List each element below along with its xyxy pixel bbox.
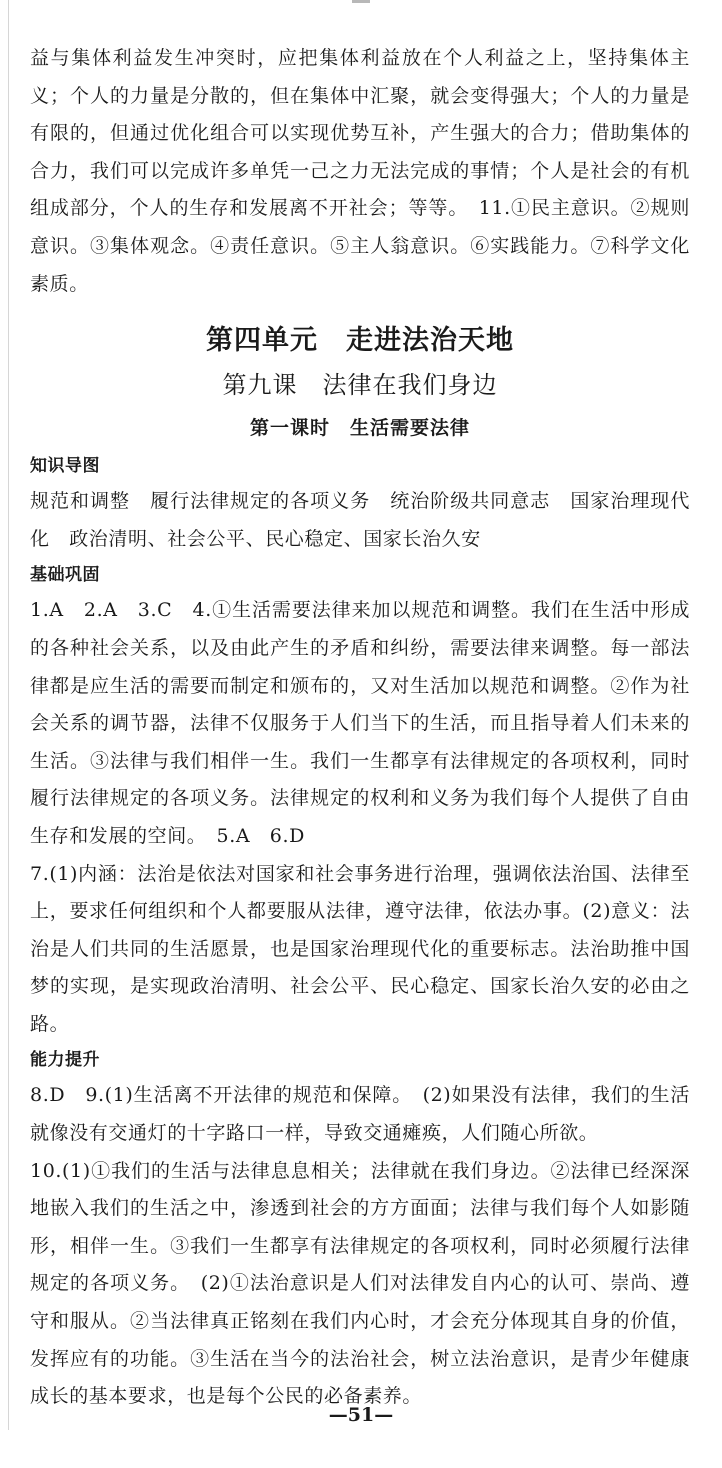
knowledge-map-text: 规范和调整 履行法律规定的各项义务 统治阶级共同意志 国家治理现代化 政治清明、社会公平、民心稳定、国家长治久安 xyxy=(30,490,690,550)
basic-heading: 基础巩固 xyxy=(30,565,100,586)
ability-answers-q10: 10.(1)①我们的生活与法律息息相关；法律就在我们身边。②法律已经深深地嵌入我们的生活之中，渗透到社会的方方面面；法律与我们每个人如影随形，相伴一生。③我们一生都享有法律规定的各项权利，同时必须履行法律规定的各项义务。 (2)①法治意识是人们对法律发自内心的认可、崇尚、遵守和服从。②当法律真正铭刻在我们内心时，才会充分体现其自身的价值，发挥应有的功能。③生活在当今的法治社会，树立法治意识，是青少年健康成长的基本要求，也是每个公民的必备素养。 xyxy=(30,1159,690,1408)
left-margin-rule xyxy=(8,0,9,1430)
intro-paragraph: 益与集体利益发生冲突时，应把集体利益放在个人利益之上，坚持集体主义；个人的力量是分散的，但在集体中汇聚，就会变得强大；个人的力量是有限的，但通过优化组合可以实现优势互补，产生强大的合力；借助集体的合力，我们可以完成许多单凭一己之力无法完成的事情；个人是社会的有机组成部分，个人的生存和发展离不开社会；等等。 11.①民主意识。②规则意识。③集体观念。④责任意识。⑤主人翁意识。⑥实践能力。⑦科学文化素质。 xyxy=(30,47,690,295)
ability-heading: 能力提升 xyxy=(30,1050,100,1071)
answer-content xyxy=(30,40,690,1416)
lesson-title: 第九课 法律在我们身边 xyxy=(222,371,498,400)
knowledge-map-heading: 知识导图 xyxy=(30,456,100,477)
ability-answers: 8.D 9.(1)生活离不开法律的规范和保障。 (2)如果没有法律，我们的生活就像没有交通灯的十字路口一样，导致交通瘫痪，人们随心所欲。 xyxy=(30,1084,690,1145)
period-title: 第一课时 生活需要法律 xyxy=(249,417,470,440)
basic-answers-q7: 7.(1)内涵：法治是依法对国家和社会事务进行治理，强调依法治国、法律至上，要求任何组织和个人都要服从法律，遵守法律，依法办事。(2)意义：法治是人们共同的生活愿景，也是国家治理现代化的重要标志。法治助推中国梦的实现，是实现政治清明、社会公平、民心稳定、国家长治久安的必由之路。 xyxy=(30,862,690,1035)
unit-title: 第四单元 走进法治天地 xyxy=(206,325,514,357)
page-number: —51— xyxy=(328,1404,394,1426)
basic-answers: 1.A 2.A 3.C 4.①生活需要法律来加以规范和调整。我们在生活中形成的各种社会关系，以及由此产生的矛盾和纠纷，需要法律来调整。每一部法律都是应生活的需要而制定和颁布的，又对生活加以规范和调整。②作为社会关系的调节器，法律不仅服务于人们当下的生活，而且指导着人们未来的生活。③法律与我们相伴一生。我们一生都享有法律规定的各项权利，同时履行法律规定的各项义务。法律规定的权利和义务为我们每个人提供了自由生存和发展的空间。 5.A 6.D xyxy=(30,599,690,847)
top-crop-mark xyxy=(352,0,370,3)
